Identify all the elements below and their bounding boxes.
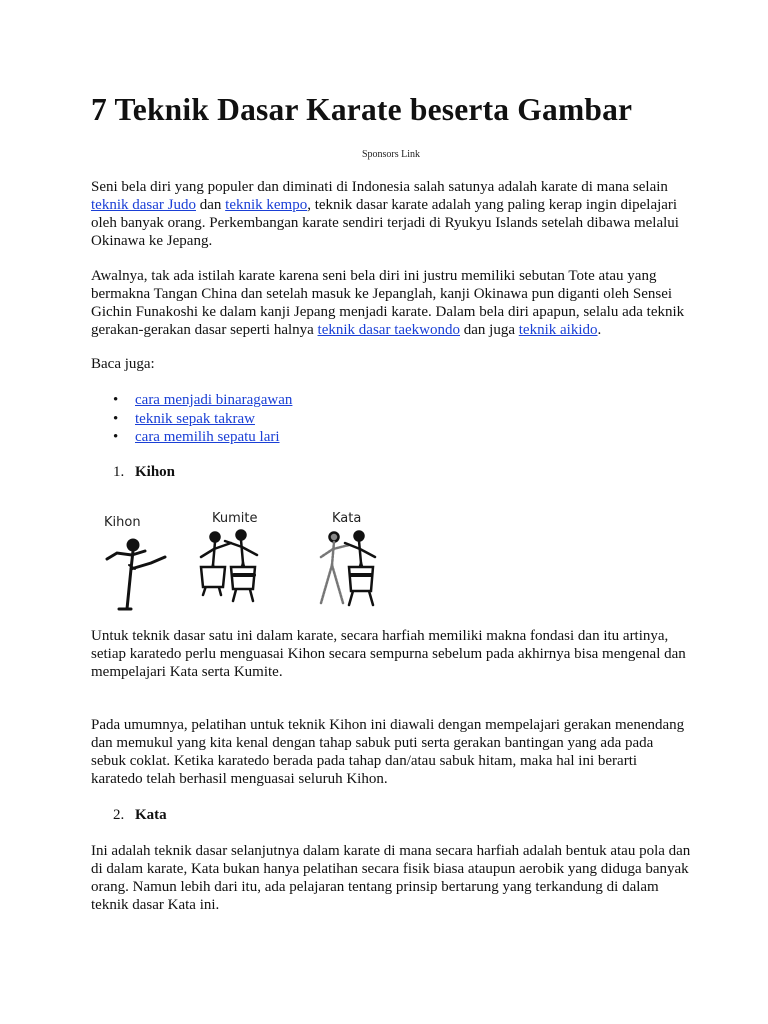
related-links-list (91, 391, 292, 447)
bullet-icon: • (113, 392, 119, 408)
section-number: 2. (113, 807, 125, 823)
list-item (91, 410, 292, 429)
kumite-figures-icon (201, 531, 257, 602)
section-number: 1. (113, 464, 125, 480)
kihon-figure-icon (107, 540, 165, 609)
history-paragraph (91, 267, 691, 339)
section-heading-kata (113, 806, 167, 824)
section-title: Kihon (135, 464, 176, 480)
figure-label-kata: Kata (332, 511, 362, 526)
section-title: Kata (135, 807, 167, 823)
link-teknik-dasar-judo[interactable]: teknik dasar Judo (91, 197, 196, 213)
intro-text-2: dan (195, 197, 226, 213)
link-teknik-aikido[interactable]: teknik aikido (518, 322, 598, 338)
kata-figures-icon (321, 532, 375, 606)
page-title: 7 Teknik Dasar Karate beserta Gambar (91, 92, 633, 127)
kihon-paragraph-1: Untuk teknik dasar satu ini dalam karate, secara harfiah memiliki makna fondasi dan itu artinya, setiap karatedo perlu menguasai Kihon secara sempurna sebelum pada akhirnya bisa mengenal dan mempelajari Kata serta Kumite. (91, 628, 686, 680)
link-cara-menjadi-binaragawan[interactable]: cara menjadi binaragawan (135, 392, 293, 408)
intro-paragraph (91, 178, 691, 250)
list-item (91, 391, 292, 410)
bullet-icon: • (113, 410, 119, 427)
history-text-2: dan juga (460, 322, 519, 338)
baca-juga-label: Baca juga: (91, 356, 155, 372)
section-heading-kihon (113, 463, 175, 481)
kihon-paragraph-2: Pada umumnya, pelatihan untuk teknik Kihon ini diawali dengan mempelajari gerakan menendang dan memukul yang kita kenal dengan tahap sabuk puti serta gerakan bantingan yang ada pada sebuk coklat. Ketika karatedo berada pada tahap dan/atau sabuk hitam, maka hal ini berarti karatedo telah berhasil menguasai seluruh Kihon. (91, 717, 685, 787)
karate-illustration (91, 505, 401, 617)
intro-text-1: Seni bela diri yang populer dan diminati di Indonesia salah satunya adalah karate di mana selain (91, 179, 668, 195)
link-teknik-kempo[interactable]: teknik kempo (225, 197, 308, 213)
intro-text-3: , teknik dasar karate adalah yang paling kerap ingin dipelajari oleh banyak orang. Perkembangan karate sendiri terjadi di Ryukyu Islands setelah dibawa melalui Okinawa ke Jepang. (91, 197, 679, 249)
link-teknik-sepak-takraw[interactable]: teknik sepak takraw (135, 410, 255, 427)
figure-label-kihon: Kihon (104, 515, 141, 530)
kata-paragraph-1: Ini adalah teknik dasar selanjutnya dalam karate di mana secara harfiah adalah bentuk atau pola dan di dalam karate, Kata bukan hanya pelatihan secara fisik biasa ataupun aerobik yang diduga banyak orang. Namun lebih dari itu, ada pelajaran tentang prinsip bertarung yang terkandung di dalam teknik dasar Kata ini. (91, 843, 691, 913)
link-cara-memilih-sepatu-lari[interactable]: cara memilih sepatu lari (135, 429, 280, 445)
figure-label-kumite: Kumite (212, 511, 258, 526)
history-text-3: . (597, 322, 602, 338)
list-item (91, 428, 292, 447)
history-text-1: Awalnya, tak ada istilah karate karena seni bela diri ini justru memiliki sebutan Tote atau yang bermakna Tangan China dan setelah masuk ke Jepanglah, kanji Okinawa pun diganti oleh Sensei Gichin Funakoshi ke dalam kanji Jepang menjadi karate. Dalam bela diri apapun, selalu ada teknik gerakan-gerakan dasar seperti halnya (91, 268, 685, 338)
link-teknik-dasar-taekwondo[interactable]: teknik dasar taekwondo (317, 322, 461, 338)
sponsors-link[interactable]: Sponsors Link (361, 149, 421, 160)
bullet-icon: • (113, 429, 119, 445)
